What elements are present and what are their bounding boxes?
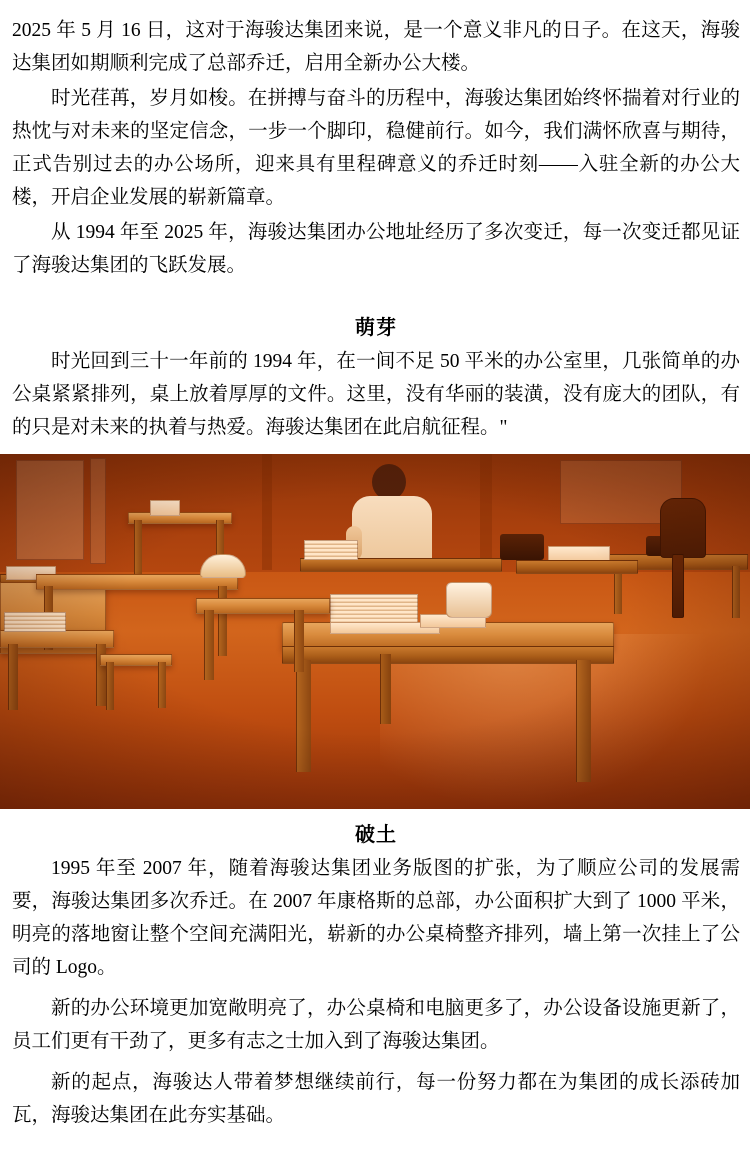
desk-leg bbox=[218, 586, 227, 656]
wall-panel bbox=[16, 460, 84, 560]
desk-leg bbox=[380, 654, 391, 724]
wall-column bbox=[480, 454, 492, 566]
office-1994-photo bbox=[0, 454, 750, 809]
person-head bbox=[372, 464, 406, 500]
papers bbox=[150, 500, 180, 516]
paragraph: 时光回到三十一年前的 1994 年，在一间不足 50 平米的办公室里，几张简单的办公桌紧紧排列，桌上放着厚厚的文件。这里，没有华丽的装潢，没有庞大的团队，有的只是对未来的执着与热爱。海骏达集团在此启航征程。" bbox=[12, 351, 740, 438]
section-heading: 萌芽 bbox=[355, 317, 397, 339]
bag-on-desk bbox=[446, 582, 492, 618]
paragraph: 2025 年 5 月 16 日，这对于海骏达集团来说，是一个意义非凡的日子。在这天，海骏达集团如期顺利完成了总部乔迁，启用全新办公大楼。 bbox=[12, 20, 740, 74]
shelf-leg bbox=[134, 520, 142, 578]
stool-leg bbox=[106, 662, 114, 710]
desk-leg bbox=[8, 644, 18, 710]
paragraph: 时光荏苒，岁月如梭。在拼搏与奋斗的历程中，海骏达集团始终怀揣着对行业的热忱与对未来的坚定信念，一步一个脚印，稳健前行。如今，我们满怀欣喜与期待，正式告别过去的办公场所，迎来具有里程碑意义的乔迁时刻——入驻全新的办公大楼，开启企业发展的崭新篇章。 bbox=[12, 88, 740, 208]
wall-column bbox=[262, 454, 272, 570]
person-body bbox=[352, 496, 432, 562]
desk-leg bbox=[296, 660, 311, 772]
document-stack bbox=[4, 612, 66, 632]
document-stack bbox=[304, 540, 358, 560]
paragraph: 从 1994 年至 2025 年，海骏达集团办公地址经历了多次变迁，每一次变迁都见证了海骏达集团的飞跃发展。 bbox=[12, 222, 740, 276]
paragraph: 1995 年至 2007 年，随着海骏达集团业务版图的扩张，为了顺应公司的发展需要，海骏达集团多次乔迁。在 2007 年康格斯的总部，办公面积扩大到了 1000 平米，明亮的落地窗让整个空间充满阳光，崭新的办公桌椅整齐排列，墙上第一次挂上了公司的 Logo。 bbox=[12, 858, 740, 978]
chair-stand bbox=[672, 554, 684, 618]
stool-leg bbox=[158, 662, 166, 708]
section-heading: 破土 bbox=[355, 824, 397, 846]
wall-panel bbox=[90, 458, 106, 564]
desk-leg bbox=[204, 610, 214, 680]
desk bbox=[300, 558, 502, 572]
main-desk-apron bbox=[282, 646, 614, 664]
desk-leg bbox=[294, 610, 304, 672]
section-mengya bbox=[0, 312, 750, 444]
paragraph: 新的办公环境更加宽敞明亮了，办公桌椅和电脑更多了，办公设备设施更新了，员工们更有干劲了，更多有志之士加入到了海骏达集团。 bbox=[12, 998, 740, 1052]
section-potu bbox=[0, 819, 750, 1132]
desk bbox=[196, 598, 330, 614]
intro-section bbox=[0, 0, 750, 282]
desk-leg bbox=[576, 660, 591, 782]
back-desk bbox=[516, 560, 638, 574]
office-chair bbox=[660, 498, 706, 558]
paragraph: 新的起点，海骏达人带着梦想继续前行，每一份努力都在为集团的成长添砖加瓦，海骏达集团在此夯实基础。 bbox=[12, 1072, 740, 1126]
desk-leg bbox=[732, 566, 740, 618]
desk-equipment bbox=[500, 534, 544, 560]
